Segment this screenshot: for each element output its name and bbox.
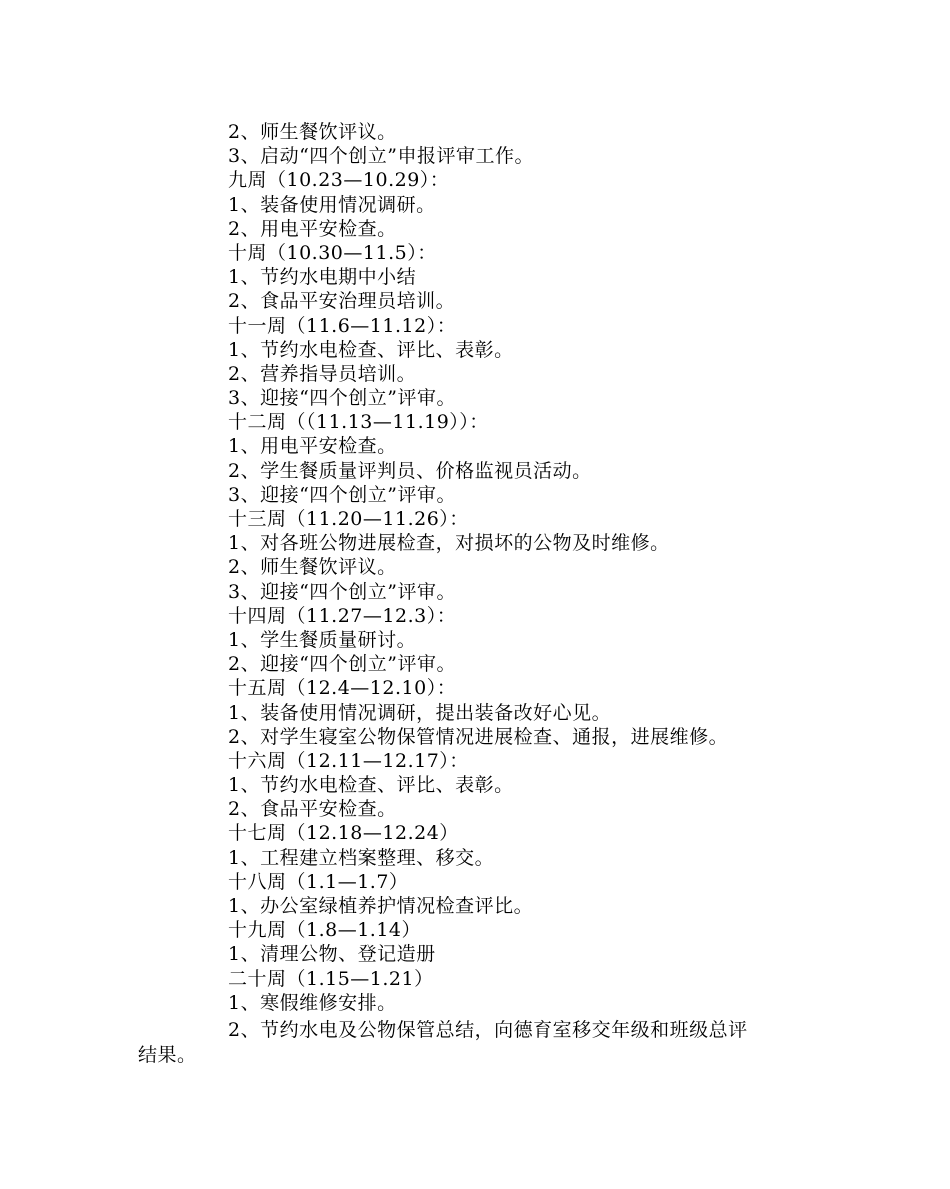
week-heading: 十三周（11.20—11.26）： [228,508,469,530]
final-paragraph-first-line: 2、节约水电及公物保管总结，向德育室移交年级和班级总评 [228,1019,748,1041]
list-item: 1、工程建立档案整理、移交。 [228,846,495,869]
week-heading: 十九周（1.8—1.14） [228,919,422,942]
week-heading: 十七周（12.18—12.24） [228,822,459,845]
week-heading: 十五周（12.4—12.10）： [228,677,457,700]
list-item: 1、节约水电检查、评比、表彰。 [228,338,514,361]
list-item: 1、办公室绿植养护情况检查评比。 [228,895,534,917]
list-item: 2、食品平安检查。 [228,798,397,821]
week-heading: 十周（10.30—11.5）： [228,241,437,264]
week-heading: 九周（10.23—10.29）： [228,169,450,192]
list-item: 1、装备使用情况调研，提出装备改好心见。 [228,701,612,724]
final-paragraph-continuation: 结果。 [138,1043,197,1066]
list-item: 2、对学生寝室公物保管情况进展检查、通报，进展维修。 [228,725,729,748]
list-item: 1、学生餐质量研讨。 [228,628,417,651]
week-heading: 十八周（1.1—1.7） [228,870,409,893]
list-item: 1、用电平安检查。 [228,435,397,458]
list-item: 2、师生餐饮评议。 [228,556,397,579]
schedule-list [228,120,908,1015]
list-item: 1、节约水电检查、评比、表彰。 [228,774,514,797]
week-heading: 十四周（11.27—12.3）： [228,604,457,627]
list-item: 3、迎接“四个创立”评审。 [228,387,457,410]
week-heading: 二十周（1.15—1.21） [228,967,434,990]
list-item: 3、启动“四个创立”申报评审工作。 [228,145,535,168]
list-item: 2、师生餐饮评议。 [228,121,397,143]
week-heading: 十六周（12.11—12.17）： [228,749,469,772]
list-item: 1、清理公物、登记造册 [228,943,436,966]
week-heading: 十一周（11.6—11.12）： [228,314,457,337]
list-item: 2、营养指导员培训。 [228,362,417,385]
list-item: 2、食品平安治理员培训。 [228,290,456,313]
week-heading: 十二周（（11.13—11.19））： [228,411,489,434]
list-item: 2、用电平安检查。 [228,217,397,240]
list-item: 3、迎接“四个创立”评审。 [228,483,457,506]
list-item: 2、学生餐质量评判员、价格监视员活动。 [228,459,592,482]
list-item: 1、装备使用情况调研。 [228,193,436,216]
list-item: 1、节约水电期中小结 [228,266,417,289]
list-item: 2、迎接“四个创立”评审。 [228,653,457,676]
list-item: 1、寒假维修安排。 [228,991,397,1014]
list-item: 1、对各班公物进展检查，对损坏的公物及时维修。 [228,532,670,555]
final-paragraph [138,1018,838,1067]
list-item: 3、迎接“四个创立”评审。 [228,580,457,603]
